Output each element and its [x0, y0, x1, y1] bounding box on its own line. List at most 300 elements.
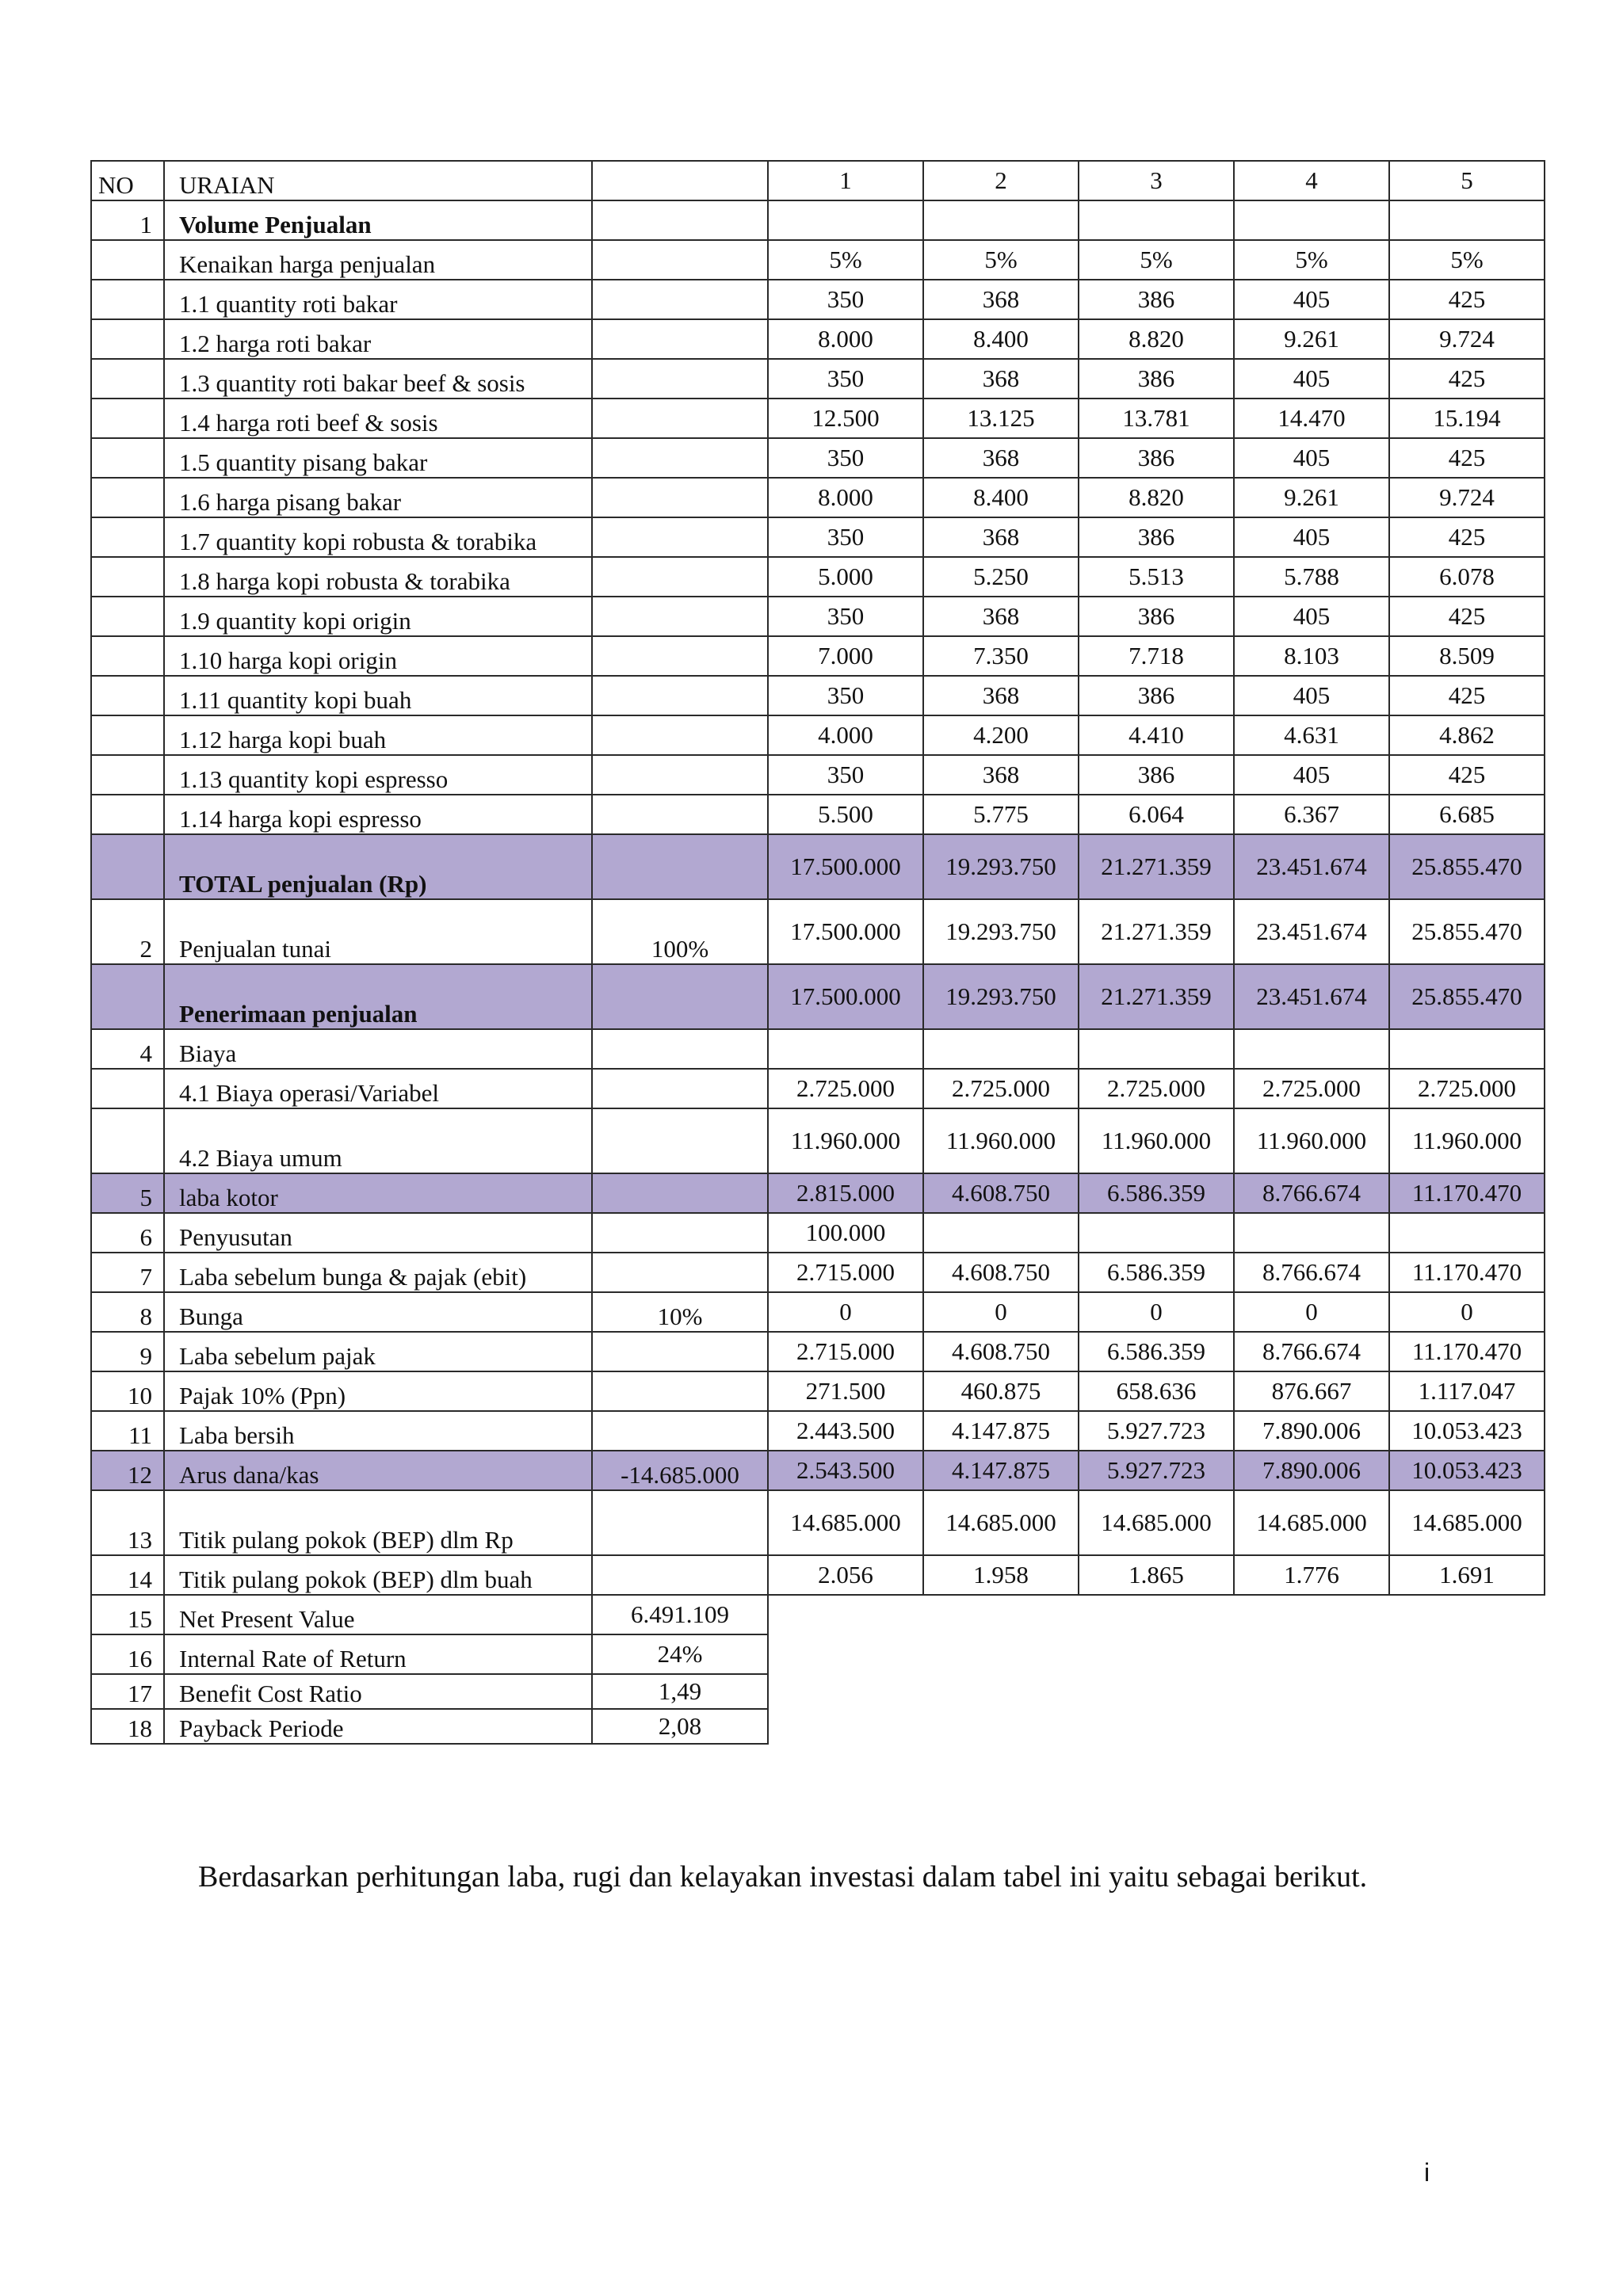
row-extra: [592, 359, 768, 399]
row-number: 18: [91, 1709, 164, 1744]
row-extra: [592, 1173, 768, 1213]
value-year-2: 19.293.750: [923, 834, 1079, 899]
header-year-4: 4: [1234, 161, 1389, 200]
row-extra: [592, 1253, 768, 1292]
table-row: [91, 1292, 1545, 1332]
row-extra: [592, 597, 768, 636]
table-row: [91, 899, 1545, 964]
value-year-4: 0: [1234, 1292, 1389, 1332]
value-year-2: [923, 1213, 1079, 1253]
row-label: 4.1 Biaya operasi/Variabel: [164, 1069, 592, 1108]
value-year-4: 1.776: [1234, 1555, 1389, 1595]
row-label: 4.2 Biaya umum: [164, 1108, 592, 1173]
value-year-2: 4.608.750: [923, 1173, 1079, 1213]
value-year-5: 425: [1389, 517, 1545, 557]
value-year-1: 17.500.000: [768, 834, 923, 899]
value-year-4: 7.890.006: [1234, 1451, 1389, 1490]
value-year-1: 2.443.500: [768, 1411, 923, 1451]
value-year-4: 405: [1234, 517, 1389, 557]
value-year-4: 5.788: [1234, 557, 1389, 597]
value-year-2: 8.400: [923, 319, 1079, 359]
header-no: NO: [91, 161, 164, 200]
value-year-4: 14.685.000: [1234, 1490, 1389, 1555]
value-year-3: 386: [1079, 438, 1234, 478]
value-year-5: 425: [1389, 755, 1545, 795]
value-year-5: 425: [1389, 280, 1545, 319]
row-label: Penjualan tunai: [164, 899, 592, 964]
value-year-4: 23.451.674: [1234, 964, 1389, 1029]
table-row: [91, 795, 1545, 834]
row-label: Penyusutan: [164, 1213, 592, 1253]
row-label: Biaya: [164, 1029, 592, 1069]
row-extra: [592, 478, 768, 517]
row-extra: [592, 438, 768, 478]
value-year-5: 25.855.470: [1389, 899, 1545, 964]
value-year-2: 19.293.750: [923, 899, 1079, 964]
row-label: 1.9 quantity kopi origin: [164, 597, 592, 636]
row-extra: 24%: [592, 1634, 768, 1674]
value-year-4: 8.766.674: [1234, 1253, 1389, 1292]
value-year-5: 11.170.470: [1389, 1173, 1545, 1213]
value-year-3: [1079, 1029, 1234, 1069]
value-year-2: 368: [923, 280, 1079, 319]
value-year-4: 405: [1234, 280, 1389, 319]
row-number: 7: [91, 1253, 164, 1292]
table-row: [91, 755, 1545, 795]
value-year-5: 6.078: [1389, 557, 1545, 597]
row-label: Volume Penjualan: [164, 200, 592, 240]
value-year-5: 9.724: [1389, 478, 1545, 517]
row-label: Titik pulang pokok (BEP) dlm Rp: [164, 1490, 592, 1555]
empty-cell: [923, 1709, 1079, 1744]
empty-cell: [923, 1634, 1079, 1674]
table-row: [91, 1029, 1545, 1069]
value-year-4: [1234, 1029, 1389, 1069]
value-year-2: 13.125: [923, 399, 1079, 438]
value-year-4: 9.261: [1234, 319, 1389, 359]
empty-cell: [1389, 1709, 1545, 1744]
row-extra: [592, 517, 768, 557]
table-row: [91, 715, 1545, 755]
value-year-1: 11.960.000: [768, 1108, 923, 1173]
row-extra: [592, 1029, 768, 1069]
value-year-4: 405: [1234, 755, 1389, 795]
empty-cell: [768, 1709, 923, 1744]
row-number: [91, 359, 164, 399]
value-year-3: 21.271.359: [1079, 834, 1234, 899]
table-row: [91, 240, 1545, 280]
value-year-3: 0: [1079, 1292, 1234, 1332]
row-extra: [592, 964, 768, 1029]
value-year-3: 4.410: [1079, 715, 1234, 755]
empty-cell: [1234, 1595, 1389, 1634]
value-year-3: 386: [1079, 517, 1234, 557]
row-extra: 6.491.109: [592, 1595, 768, 1634]
value-year-1: 7.000: [768, 636, 923, 676]
row-label: 1.3 quantity roti bakar beef & sosis: [164, 359, 592, 399]
value-year-3: 5.927.723: [1079, 1411, 1234, 1451]
value-year-5: 425: [1389, 359, 1545, 399]
value-year-2: 368: [923, 676, 1079, 715]
row-extra: 1,49: [592, 1674, 768, 1709]
value-year-5: [1389, 1213, 1545, 1253]
row-label: 1.11 quantity kopi buah: [164, 676, 592, 715]
value-year-4: 23.451.674: [1234, 834, 1389, 899]
value-year-1: 5%: [768, 240, 923, 280]
row-extra: [592, 755, 768, 795]
empty-cell: [1079, 1595, 1234, 1634]
row-number: 16: [91, 1634, 164, 1674]
row-number: 14: [91, 1555, 164, 1595]
value-year-5: 10.053.423: [1389, 1411, 1545, 1451]
value-year-2: [923, 1029, 1079, 1069]
row-number: [91, 280, 164, 319]
table-row: [91, 1595, 1545, 1634]
value-year-1: 350: [768, 359, 923, 399]
value-year-1: 350: [768, 597, 923, 636]
row-extra: [592, 1213, 768, 1253]
value-year-4: [1234, 200, 1389, 240]
value-year-3: 13.781: [1079, 399, 1234, 438]
row-number: [91, 795, 164, 834]
table-row: [91, 1451, 1545, 1490]
row-extra: 10%: [592, 1292, 768, 1332]
table-row: [91, 1108, 1545, 1173]
empty-cell: [1389, 1674, 1545, 1709]
value-year-2: 4.147.875: [923, 1451, 1079, 1490]
value-year-3: [1079, 1213, 1234, 1253]
empty-cell: [768, 1634, 923, 1674]
value-year-5: 10.053.423: [1389, 1451, 1545, 1490]
value-year-2: 4.200: [923, 715, 1079, 755]
value-year-2: 0: [923, 1292, 1079, 1332]
value-year-1: 2.715.000: [768, 1332, 923, 1371]
table-row: [91, 1411, 1545, 1451]
row-number: 17: [91, 1674, 164, 1709]
row-label: Pajak 10% (Ppn): [164, 1371, 592, 1411]
row-number: 4: [91, 1029, 164, 1069]
value-year-1: 0: [768, 1292, 923, 1332]
row-label: Bunga: [164, 1292, 592, 1332]
value-year-5: 11.170.470: [1389, 1253, 1545, 1292]
row-extra: [592, 834, 768, 899]
empty-cell: [923, 1674, 1079, 1709]
row-label: 1.4 harga roti beef & sosis: [164, 399, 592, 438]
row-label: Benefit Cost Ratio: [164, 1674, 592, 1709]
value-year-2: 4.608.750: [923, 1253, 1079, 1292]
row-extra: [592, 240, 768, 280]
value-year-4: 405: [1234, 438, 1389, 478]
value-year-2: 2.725.000: [923, 1069, 1079, 1108]
value-year-4: 9.261: [1234, 478, 1389, 517]
row-extra: [592, 1108, 768, 1173]
row-extra: [592, 557, 768, 597]
value-year-2: 368: [923, 517, 1079, 557]
header-year-3: 3: [1079, 161, 1234, 200]
row-label: 1.1 quantity roti bakar: [164, 280, 592, 319]
row-label: 1.12 harga kopi buah: [164, 715, 592, 755]
value-year-1: 2.056: [768, 1555, 923, 1595]
row-extra: [592, 280, 768, 319]
value-year-4: 7.890.006: [1234, 1411, 1389, 1451]
value-year-2: 19.293.750: [923, 964, 1079, 1029]
row-label: 1.5 quantity pisang bakar: [164, 438, 592, 478]
value-year-2: 368: [923, 359, 1079, 399]
table-row: [91, 399, 1545, 438]
value-year-3: 386: [1079, 597, 1234, 636]
row-number: [91, 319, 164, 359]
row-extra: -14.685.000: [592, 1451, 768, 1490]
value-year-1: 271.500: [768, 1371, 923, 1411]
empty-cell: [1389, 1634, 1545, 1674]
value-year-5: 11.170.470: [1389, 1332, 1545, 1371]
empty-cell: [1389, 1595, 1545, 1634]
row-number: 1: [91, 200, 164, 240]
row-extra: [592, 795, 768, 834]
value-year-5: [1389, 200, 1545, 240]
value-year-3: 386: [1079, 280, 1234, 319]
row-extra: [592, 636, 768, 676]
table-row: [91, 1173, 1545, 1213]
value-year-2: 11.960.000: [923, 1108, 1079, 1173]
value-year-1: 17.500.000: [768, 964, 923, 1029]
financial-table: [90, 160, 1545, 1745]
row-extra: [592, 1069, 768, 1108]
value-year-3: [1079, 200, 1234, 240]
value-year-2: 368: [923, 597, 1079, 636]
row-extra: 100%: [592, 899, 768, 964]
value-year-3: 21.271.359: [1079, 964, 1234, 1029]
value-year-4: 11.960.000: [1234, 1108, 1389, 1173]
value-year-5: 11.960.000: [1389, 1108, 1545, 1173]
row-label: laba kotor: [164, 1173, 592, 1213]
value-year-2: 5%: [923, 240, 1079, 280]
row-number: 8: [91, 1292, 164, 1332]
value-year-3: 8.820: [1079, 319, 1234, 359]
row-label: Laba bersih: [164, 1411, 592, 1451]
row-number: [91, 240, 164, 280]
row-label: Arus dana/kas: [164, 1451, 592, 1490]
page-number: i: [1424, 2158, 1430, 2187]
table-row: [91, 1634, 1545, 1674]
value-year-3: 386: [1079, 755, 1234, 795]
table-header-row: [91, 161, 1545, 200]
row-number: 5: [91, 1173, 164, 1213]
row-number: 15: [91, 1595, 164, 1634]
row-label: Laba sebelum bunga & pajak (ebit): [164, 1253, 592, 1292]
row-label: 1.7 quantity kopi robusta & torabika: [164, 517, 592, 557]
row-label: Kenaikan harga penjualan: [164, 240, 592, 280]
value-year-5: 425: [1389, 438, 1545, 478]
row-number: [91, 964, 164, 1029]
value-year-2: 14.685.000: [923, 1490, 1079, 1555]
value-year-3: 6.586.359: [1079, 1173, 1234, 1213]
empty-cell: [1079, 1709, 1234, 1744]
table-row: [91, 1555, 1545, 1595]
value-year-4: 4.631: [1234, 715, 1389, 755]
header-year-2: 2: [923, 161, 1079, 200]
row-number: 13: [91, 1490, 164, 1555]
table-row: [91, 517, 1545, 557]
value-year-4: 5%: [1234, 240, 1389, 280]
value-year-3: 11.960.000: [1079, 1108, 1234, 1173]
row-number: 2: [91, 899, 164, 964]
value-year-4: 8.766.674: [1234, 1173, 1389, 1213]
value-year-4: 876.667: [1234, 1371, 1389, 1411]
table-row: [91, 280, 1545, 319]
row-number: 6: [91, 1213, 164, 1253]
table-row: [91, 834, 1545, 899]
empty-cell: [1234, 1634, 1389, 1674]
value-year-5: 2.725.000: [1389, 1069, 1545, 1108]
value-year-1: 350: [768, 280, 923, 319]
value-year-1: 2.725.000: [768, 1069, 923, 1108]
value-year-1: [768, 200, 923, 240]
value-year-1: 4.000: [768, 715, 923, 755]
row-number: [91, 755, 164, 795]
value-year-1: 350: [768, 517, 923, 557]
row-number: 10: [91, 1371, 164, 1411]
value-year-5: 425: [1389, 676, 1545, 715]
value-year-4: 8.766.674: [1234, 1332, 1389, 1371]
value-year-3: 6.586.359: [1079, 1253, 1234, 1292]
row-number: [91, 517, 164, 557]
header-year-5: 5: [1389, 161, 1545, 200]
value-year-3: 5.513: [1079, 557, 1234, 597]
row-extra: [592, 1371, 768, 1411]
value-year-2: 368: [923, 438, 1079, 478]
empty-cell: [1234, 1674, 1389, 1709]
value-year-5: 1.117.047: [1389, 1371, 1545, 1411]
value-year-1: [768, 1029, 923, 1069]
row-label: 1.14 harga kopi espresso: [164, 795, 592, 834]
value-year-3: 386: [1079, 676, 1234, 715]
conclusion-paragraph: Berdasarkan perhitungan laba, rugi dan kelayakan investasi dalam tabel ini yaitu sebagai berikut.: [198, 1860, 1368, 1894]
value-year-3: 5.927.723: [1079, 1451, 1234, 1490]
row-number: 11: [91, 1411, 164, 1451]
empty-cell: [768, 1674, 923, 1709]
value-year-2: [923, 200, 1079, 240]
value-year-1: 5.000: [768, 557, 923, 597]
value-year-3: 386: [1079, 359, 1234, 399]
header-uraian: URAIAN: [164, 161, 592, 200]
row-extra: [592, 676, 768, 715]
row-number: [91, 478, 164, 517]
value-year-1: 350: [768, 438, 923, 478]
row-label: Laba sebelum pajak: [164, 1332, 592, 1371]
table-row: [91, 319, 1545, 359]
row-extra: [592, 1332, 768, 1371]
row-number: [91, 399, 164, 438]
row-extra: [592, 715, 768, 755]
value-year-1: 17.500.000: [768, 899, 923, 964]
value-year-1: 2.715.000: [768, 1253, 923, 1292]
value-year-4: 405: [1234, 676, 1389, 715]
value-year-3: 6.064: [1079, 795, 1234, 834]
value-year-5: 5%: [1389, 240, 1545, 280]
value-year-3: 1.865: [1079, 1555, 1234, 1595]
row-label: Titik pulang pokok (BEP) dlm buah: [164, 1555, 592, 1595]
table-row: [91, 200, 1545, 240]
row-label: 1.10 harga kopi origin: [164, 636, 592, 676]
table-row: [91, 359, 1545, 399]
value-year-5: 14.685.000: [1389, 1490, 1545, 1555]
value-year-3: 14.685.000: [1079, 1490, 1234, 1555]
value-year-1: 100.000: [768, 1213, 923, 1253]
value-year-3: 7.718: [1079, 636, 1234, 676]
header-year-1: 1: [768, 161, 923, 200]
empty-cell: [1079, 1674, 1234, 1709]
row-label: Internal Rate of Return: [164, 1634, 592, 1674]
row-number: [91, 676, 164, 715]
value-year-1: 350: [768, 676, 923, 715]
value-year-3: 658.636: [1079, 1371, 1234, 1411]
row-extra: [592, 1411, 768, 1451]
row-number: [91, 557, 164, 597]
value-year-2: 460.875: [923, 1371, 1079, 1411]
table-row: [91, 597, 1545, 636]
value-year-5: 25.855.470: [1389, 834, 1545, 899]
value-year-4: 2.725.000: [1234, 1069, 1389, 1108]
value-year-1: 2.815.000: [768, 1173, 923, 1213]
value-year-1: 350: [768, 755, 923, 795]
row-number: 9: [91, 1332, 164, 1371]
row-label: 1.2 harga roti bakar: [164, 319, 592, 359]
value-year-1: 5.500: [768, 795, 923, 834]
table-row: [91, 1069, 1545, 1108]
row-label: Penerimaan penjualan: [164, 964, 592, 1029]
value-year-4: [1234, 1213, 1389, 1253]
row-extra: [592, 200, 768, 240]
row-label: Net Present Value: [164, 1595, 592, 1634]
row-label: TOTAL penjualan (Rp): [164, 834, 592, 899]
value-year-1: 12.500: [768, 399, 923, 438]
table-row: [91, 1253, 1545, 1292]
row-label: Payback Periode: [164, 1709, 592, 1744]
value-year-2: 4.608.750: [923, 1332, 1079, 1371]
value-year-5: 6.685: [1389, 795, 1545, 834]
value-year-3: 21.271.359: [1079, 899, 1234, 964]
value-year-2: 5.250: [923, 557, 1079, 597]
value-year-5: 9.724: [1389, 319, 1545, 359]
row-number: 12: [91, 1451, 164, 1490]
table-row: [91, 1332, 1545, 1371]
row-label: 1.8 harga kopi robusta & torabika: [164, 557, 592, 597]
empty-cell: [1234, 1709, 1389, 1744]
table-row: [91, 1490, 1545, 1555]
row-number: [91, 834, 164, 899]
row-label: 1.13 quantity kopi espresso: [164, 755, 592, 795]
row-number: [91, 636, 164, 676]
value-year-1: 8.000: [768, 478, 923, 517]
value-year-4: 6.367: [1234, 795, 1389, 834]
value-year-4: 8.103: [1234, 636, 1389, 676]
value-year-3: 6.586.359: [1079, 1332, 1234, 1371]
value-year-2: 7.350: [923, 636, 1079, 676]
value-year-5: 4.862: [1389, 715, 1545, 755]
row-number: [91, 597, 164, 636]
value-year-5: 1.691: [1389, 1555, 1545, 1595]
value-year-5: 25.855.470: [1389, 964, 1545, 1029]
value-year-5: 425: [1389, 597, 1545, 636]
row-extra: 2,08: [592, 1709, 768, 1744]
row-number: [91, 715, 164, 755]
value-year-4: 14.470: [1234, 399, 1389, 438]
value-year-3: 2.725.000: [1079, 1069, 1234, 1108]
row-extra: [592, 399, 768, 438]
value-year-2: 8.400: [923, 478, 1079, 517]
table-row: [91, 1371, 1545, 1411]
